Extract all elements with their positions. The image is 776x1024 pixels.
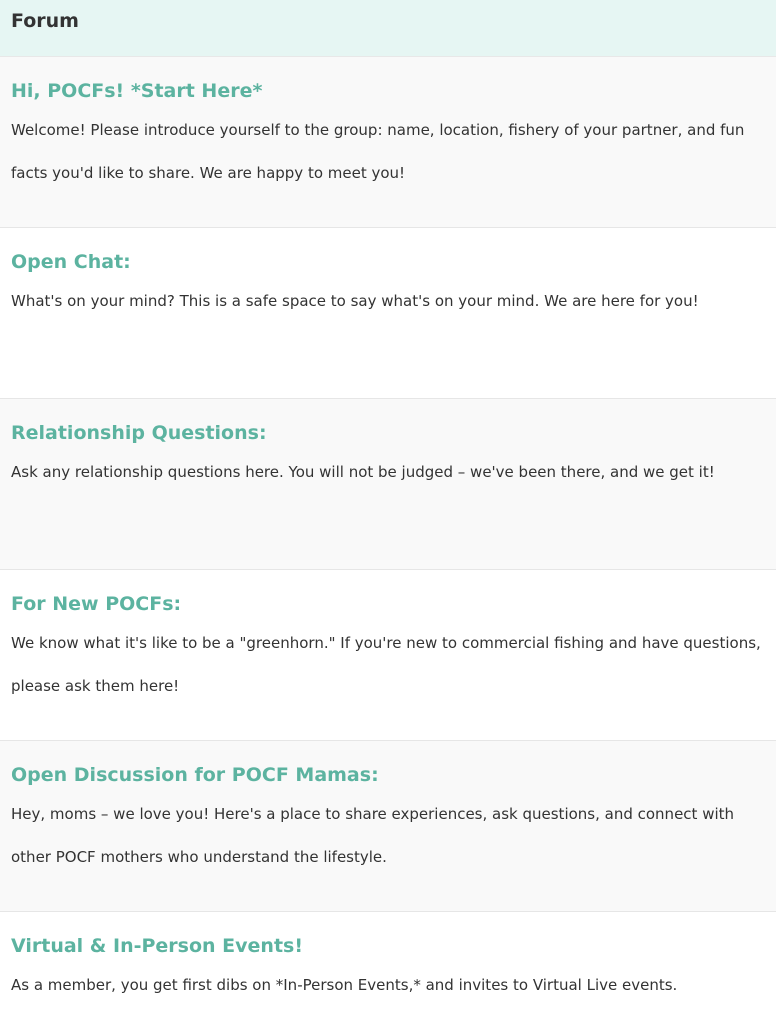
category-description-new-pocfs: We know what it's like to be a "greenhorn." If you're new to commercial fishing and have questions, please ask them here! (11, 634, 761, 695)
category-title-events[interactable]: Virtual & In-Person Events! (11, 935, 303, 957)
forum-category-pocf-mamas (0, 741, 776, 912)
category-title-pocf-mamas[interactable]: Open Discussion for POCF Mamas: (11, 764, 379, 786)
category-description-relationship-questions: Ask any relationship questions here. You will not be judged – we've been there, and we get it! (11, 463, 715, 481)
category-description-pocf-mamas: Hey, moms – we love you! Here's a place to share experiences, ask questions, and connect with other POCF mothers who understand the lifestyle. (11, 805, 735, 866)
category-description-open-chat: What's on your mind? This is a safe space to say what's on your mind. We are here for you! (11, 292, 699, 310)
category-description-start-here: Welcome! Please introduce yourself to the group: name, location, fishery of your partner, and fun facts you'd like to share. We are happy to meet you! (11, 121, 745, 182)
category-title-open-chat[interactable]: Open Chat: (11, 251, 131, 273)
forum-header (0, 0, 776, 57)
forum-category-events (0, 912, 776, 1024)
page-title: Forum (11, 10, 79, 32)
forum-category-relationship-questions (0, 399, 776, 570)
forum-category-new-pocfs (0, 570, 776, 741)
forum-category-start-here (0, 57, 776, 228)
category-title-start-here[interactable]: Hi, POCFs! *Start Here* (11, 80, 263, 102)
category-title-relationship-questions[interactable]: Relationship Questions: (11, 422, 267, 444)
category-description-events: As a member, you get first dibs on *In-Person Events,* and invites to Virtual Live events. (11, 976, 678, 994)
forum-category-open-chat (0, 228, 776, 399)
category-title-new-pocfs[interactable]: For New POCFs: (11, 593, 182, 615)
